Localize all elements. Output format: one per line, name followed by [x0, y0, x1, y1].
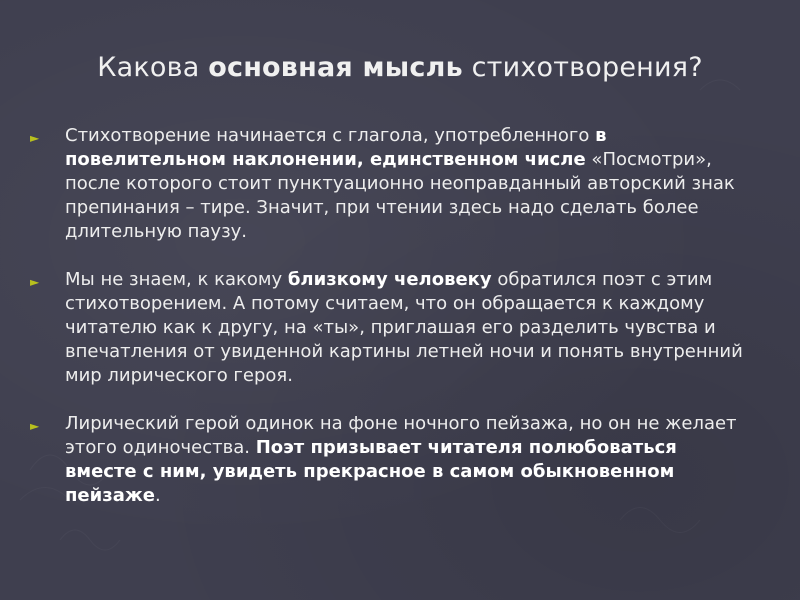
bullet-2-emphasis: близкому человеку: [287, 269, 492, 290]
title-emphasis: основная мысль: [208, 52, 463, 83]
title-part-1: Какова: [97, 52, 209, 83]
bullet-item-2: [30, 268, 750, 388]
bullet-1-emphasis: в повелительном наклонении, единственном числе: [65, 125, 607, 170]
bullet-arrow-icon: ►: [30, 419, 40, 433]
bullet-list: [30, 124, 750, 532]
bullet-item-1: [30, 124, 750, 244]
bullet-1-text-start: Стихотворение начинается с глагола, употребленного: [65, 125, 596, 146]
bullet-item-3: [30, 412, 750, 508]
slide-title: [0, 52, 800, 83]
bullet-2-text-start: Мы не знаем, к какому: [65, 269, 288, 290]
title-part-3: стихотворения?: [462, 52, 703, 83]
bullet-3-text-end: .: [154, 485, 161, 506]
bullet-arrow-icon: ►: [30, 275, 40, 289]
bullet-3-text-start: Лирический герой одинок на фоне ночного пейзажа, но он не желает этого одиночества.: [65, 413, 737, 458]
bullet-2-text-end: обратился поэт с этим стихотворением. А потому считаем, что он обращается к каждому читателю как к другу, на «ты», приглашая его разделить чувства и впечатления от увиденной картины летней ночи и понять внутренний мир лирического героя.: [65, 269, 743, 386]
bullet-3-emphasis: Поэт призывает читателя полюбоваться вместе с ним, увидеть прекрасное в самом обыкновенном пейзаже: [65, 437, 677, 506]
bullet-1-text-end: «Посмотри», после которого стоит пунктуационно неоправданный авторский знак препинания – тире. Значит, при чтении здесь надо сделать более длительную паузу.: [65, 149, 735, 242]
bullet-arrow-icon: ►: [30, 131, 40, 145]
